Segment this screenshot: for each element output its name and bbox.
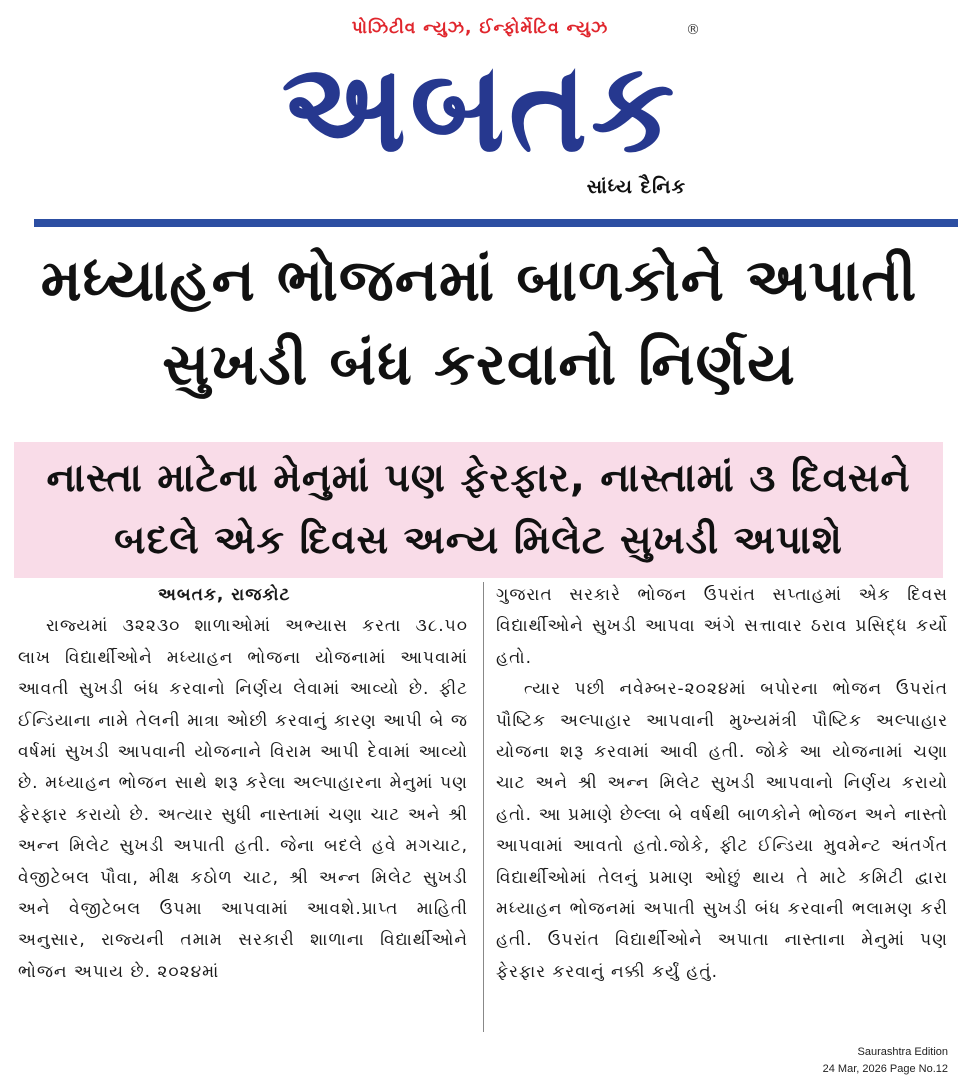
subheadline-line-2: બદલે એક દિવસ અન્ય મિલેટ સુખડી અપાશે xyxy=(114,518,843,563)
masthead-tagline: પોઝિટીવ ન્યુઝ, ઈન્ફોર્મેટિવ ન્યુઝ xyxy=(351,18,609,38)
masthead-rule xyxy=(34,219,958,227)
article-paragraph: ત્યાર પછી નવેમ્બર-૨૦૨૪માં બપોરના ભોજન ઉપરાંત પૌષ્ટિક અલ્પાહાર આપવાની મુખ્યમંત્રી પૌષ્ટિક અલ્પાહાર યોજના શરૂ કરવામાં આવી હતી. જોકે આ યોજનામાં ચણા ચાટ અને શ્રી અન્ન મિલેટ સુખડી આપવાનો નિર્ણય કરાયો હતો. આ પ્રમાણે છેલ્લા બે વર્ષથી બાળકોને ભોજન અને નાસ્તો આપવામાં આવતો હતો.જોકે, ફીટ ઈન્ડિયા મુવમેન્ટ અંતર્ગત વિદ્યાર્થીઓમાં તેલનું પ્રમાણ ઓછું થાય તે માટે કમિટી દ્વારા મધ્યાહન ભોજનમાં અપાતી સુખડી બંધ કરવાની ભલામણ કરી હતી. ઉપરાંત વિદ્યાર્થીઓને અપાતા નાસ્તાના મેનુમાં પણ ફેરફાર કરવાનું નક્કી કર્યું હતું. xyxy=(496,679,948,982)
page-footer xyxy=(823,1044,948,1078)
column-divider xyxy=(483,582,484,1032)
headline-line-2: સુખડી બંધ કરવાનો નિર્ણય xyxy=(162,330,796,398)
masthead-subtitle: સાંધ્ય દૈનિક xyxy=(586,176,686,198)
registered-mark: ® xyxy=(686,22,700,38)
masthead xyxy=(250,18,710,208)
headline-line-1: મધ્યાહન ભોજનમાં બાળકોને અપાતી xyxy=(40,246,918,314)
subheadline-line-1: નાસ્તા માટેના મેનુમાં પણ ફેરફાર, નાસ્તામાં ૩ દિવસને xyxy=(46,456,911,501)
article-paragraph: રાજ્યમાં ૩૨૨૩૦ શાળાઓમાં અભ્યાસ કરતા ૩૮.૫૦ લાખ વિદ્યાર્થીઓને મધ્યાહન ભોજના યોજનામાં આપવામાં આવતી સુખડી બંધ કરવાનો નિર્ણય લેવામાં આવ્યો છે. ફીટ ઈન્ડિયાના નામે તેલની માત્રા ઓછી કરવાનું કારણ આપી બે જ વર્ષમાં સુખડી આપવાની યોજનાને વિરામ આપી દેવામાં આવ્યો છે. મધ્યાહન ભોજન સાથે શરૂ કરેલા અલ્પાહારના મેનુમાં પણ ફેરફાર કરાયો છે. અત્યાર સુધી નાસ્તામાં ચણા ચાટ અને શ્રી અન્ન મિલેટ સુખડી અપાતી હતી. જેના બદલે હવે મગચાટ, વેજીટેબલ પૌવા, મીક્ષ કઠોળ ચાટ, શ્રી અન્ન મિલેટ સુખડી અને વેજીટેબલ ઉપમા આપવામાં આવશે.પ્રાપ્ત માહિતી અનુસાર, રાજ્યની તમામ સરકારી શાળાના વિદ્યાર્થીઓને ભોજન અપાય છે. ૨૦૨૪માં xyxy=(18,616,468,982)
article-column-1 xyxy=(18,580,468,988)
article-paragraph: ગુજરાત સરકારે ભોજન ઉપરાંત સપ્તાહમાં એક દિવસ વિદ્યાર્થીઓને સુખડી આપવા અંગે સત્તાવાર ઠરાવ પ્રસિદ્ધ કર્યો હતો. xyxy=(496,585,948,668)
dateline: અબતક, રાજકોટ xyxy=(158,585,291,605)
date-page-label: 24 Mar, 2026 Page No.12 xyxy=(822,1063,948,1075)
article-column-2 xyxy=(496,580,948,988)
edition-label: Saurashtra Edition xyxy=(857,1046,948,1058)
headline xyxy=(0,238,958,406)
subheadline xyxy=(14,448,943,572)
newspaper-logo: અબતક xyxy=(281,34,679,180)
